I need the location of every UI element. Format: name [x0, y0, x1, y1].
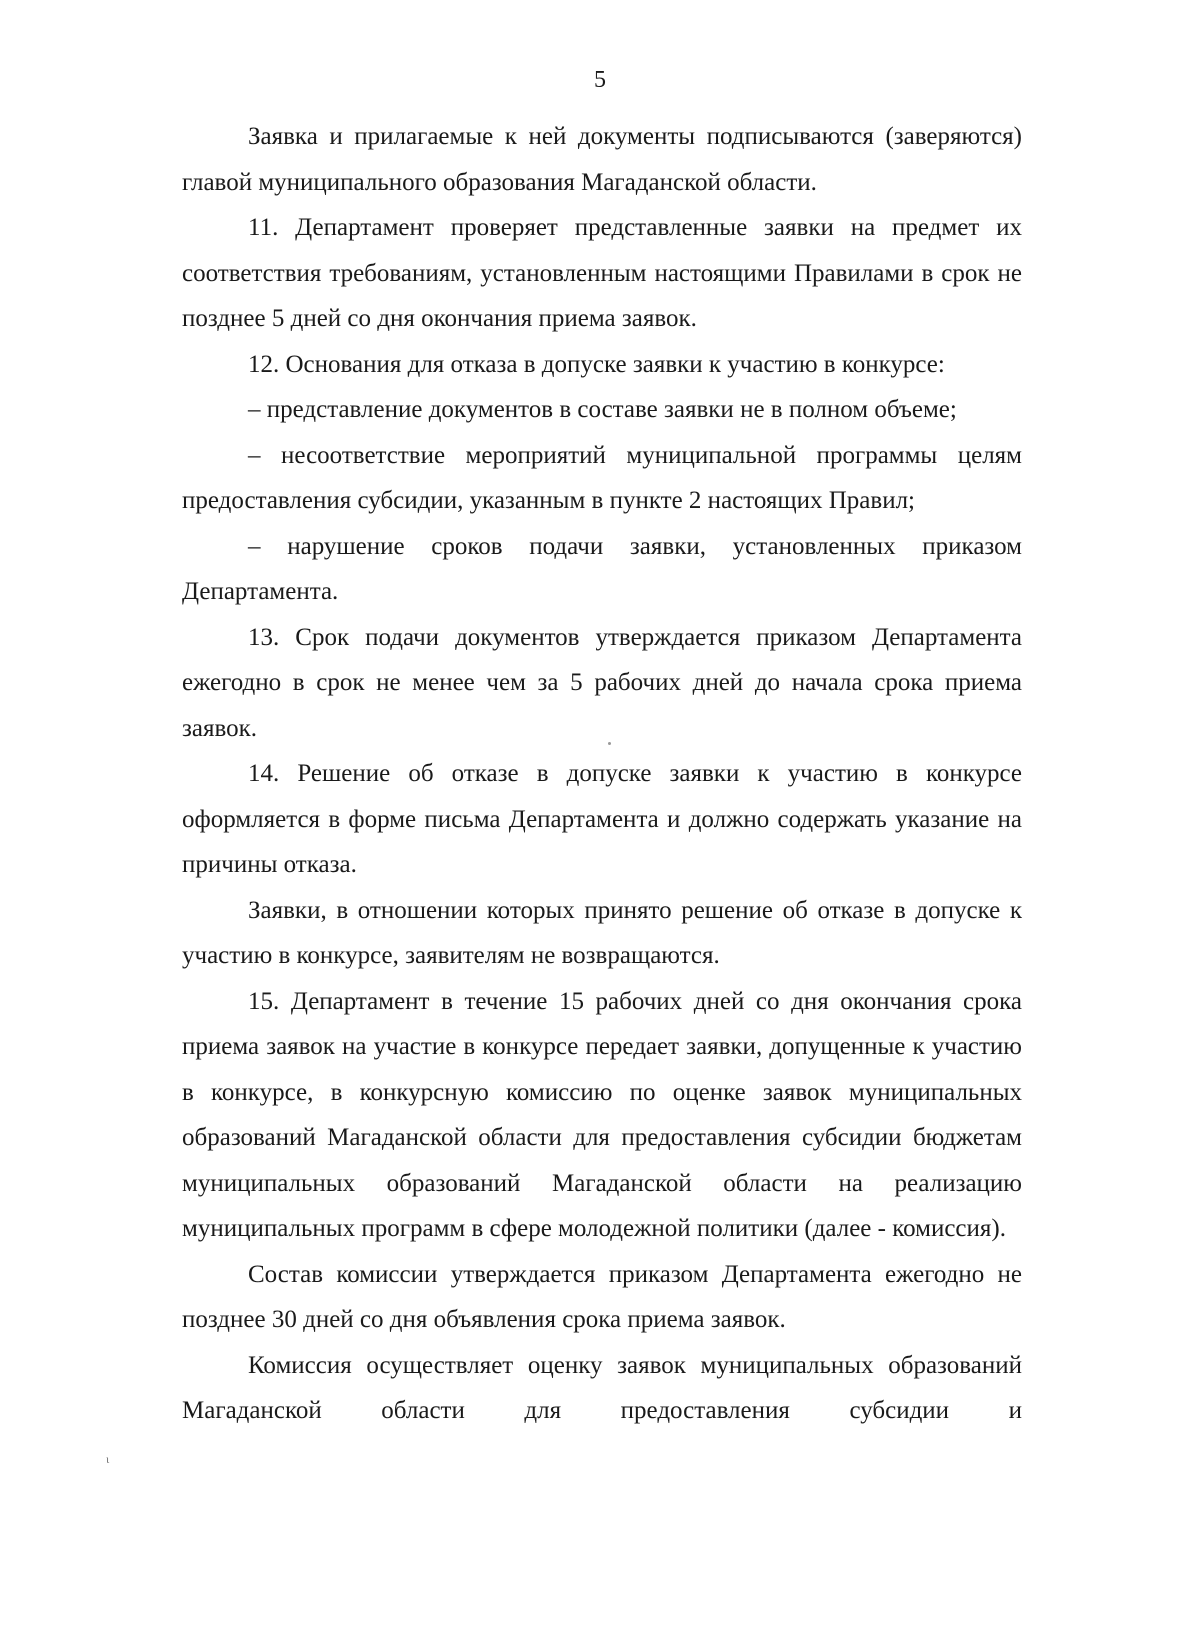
paragraph-11: 11. Департамент проверяет представленные заявки на предмет их соответствия требованиям, установленным настоящими Правилами в срок не позднее 5 дней со дня окончания приема заявок.: [182, 214, 1022, 332]
paragraph-12-item-2: – несоответствие мероприятий муниципальной программы целям предоставления субсидии, указанным в пункте 2 настоящих Правил;: [182, 441, 1022, 514]
paragraph-15: 15. Департамент в течение 15 рабочих дней со дня окончания срока приема заявок на участие в конкурсе передает заявки, допущенные к участию в конкурсе, в конкурсную комиссию по оценке заявок муниципальных образований Магаданской области для предоставления субсидии бюджетам муниципальных образований Магаданской области на реализацию муниципальных программ в сфере молодежной политики (далее - комиссия).: [182, 987, 1022, 1242]
paragraph-12: 12. Основания для отказа в допуске заявки к участию в конкурсе:: [248, 350, 945, 378]
paragraph-12-item-1: – представление документов в составе заявки не в полном объеме;: [248, 396, 957, 423]
page-number: 5: [594, 67, 606, 93]
paragraph-12-item-3: – нарушение сроков подачи заявки, установленных приказом Департамента.: [182, 532, 1022, 605]
scan-speck: [608, 742, 611, 745]
document-body: [182, 114, 1022, 1434]
paragraph-13: 13. Срок подачи документов утверждается приказом Департамента ежегодно в срок не менее чем за 5 рабочих дней до начала срока приема заявок.: [182, 623, 1022, 742]
scan-artifact-mark: ι: [106, 1452, 110, 1466]
paragraph-14: 14. Решение об отказе в допуске заявки к участию в конкурсе оформляется в форме письма Департамента и должно содержать указание на причины отказа.: [182, 760, 1022, 878]
paragraph-signing: Заявка и прилагаемые к ней документы подписываются (заверяются) главой муниципального образования Магаданской области.: [182, 123, 1022, 196]
paragraph-commission-evaluation: Комиссия осуществляет оценку заявок муниципальных образований Магаданской области для предоставления субсидии и: [182, 1351, 1022, 1424]
paragraph-14-note: Заявки, в отношении которых принято решение об отказе в допуске к участию в конкурсе, заявителям не возвращаются.: [182, 896, 1022, 969]
paragraph-commission-composition: Состав комиссии утверждается приказом Департамента ежегодно не позднее 30 дней со дня объявления срока приема заявок.: [182, 1260, 1022, 1333]
